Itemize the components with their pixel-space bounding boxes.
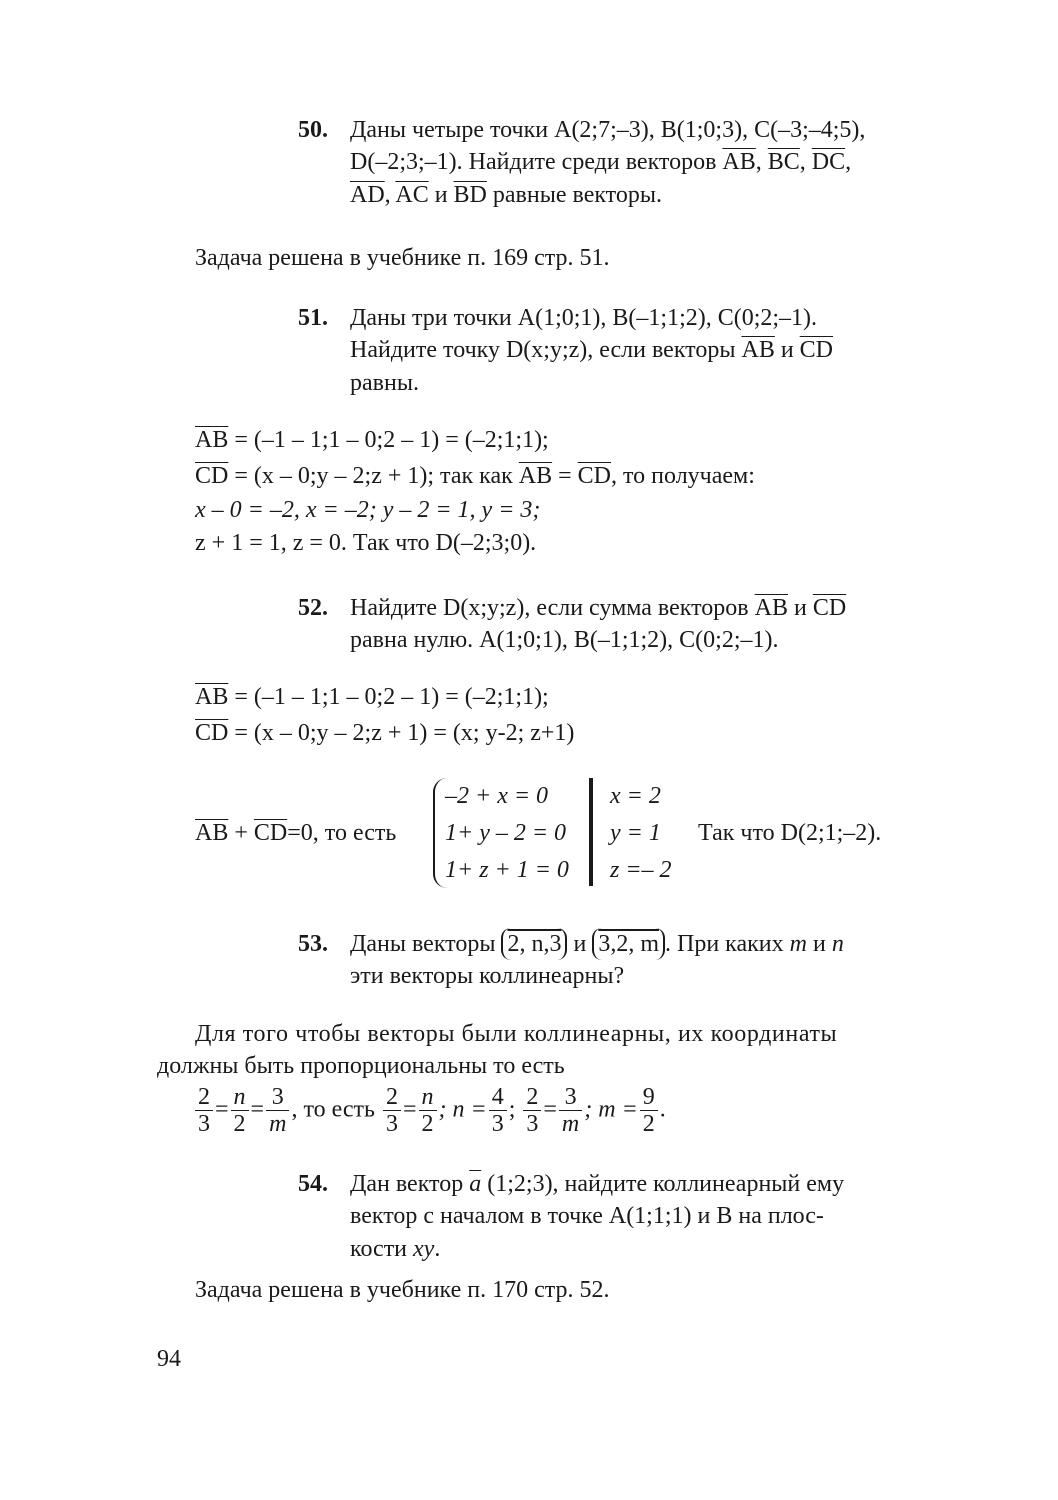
vector-1: 2, n,3 <box>501 928 567 960</box>
solution-note-50: Задача решена в учебнике п. 169 стр. 51. <box>195 245 610 271</box>
vector-cd: $\overline{CD}$ <box>799 337 834 364</box>
solution-52-line-1: $\overline{AB} = (-1$ – 1;1 – 0;2 – 1) = (–2;1;1); <box>195 684 549 710</box>
problem-number: 50. <box>298 117 328 143</box>
problem-52 <box>298 592 902 657</box>
vector-ab: $\overline{AB}$ <box>722 149 756 176</box>
vector-ac: $\overline{AC}$ <box>395 181 429 208</box>
problem-51 <box>298 302 902 399</box>
problem-number: 53. <box>298 931 328 957</box>
solution-51-line-2: $\overline{CD} = (x$ – 0;y – 2;z + 1); так как $\overline{AB} = \overline{CD}$, то получаем: <box>195 463 755 489</box>
vector-2: 3,2, m <box>592 928 665 960</box>
problem-54 <box>298 1168 902 1265</box>
solution-52-line-2: $\overline{CD} = (x$ – 0;y – 2;z + 1) = (x; y-2; z+1) <box>195 720 575 746</box>
problem-text: Даны четыре точки A(2;7;–3), B(1;0;3), C(–3;–4;5), D(–2;3;–1). Найдите среди векторов $\overline{AB}$, $\overline{BC}$, $\overline{DC}$, $\overline{AD}$, $\overline{AC}$ и $\overline{BD}$ равные векторы. <box>350 117 866 208</box>
solution-note-54: Задача решена в учебнике п. 170 стр. 52. <box>195 1277 610 1303</box>
vector-dc: $\overline{DC}$ <box>811 149 846 176</box>
solution-53-p2: должны быть пропорциональны то есть <box>157 1053 565 1079</box>
solution-52-sum: $\overline{AB} + \overline{CD}=0$, то есть <box>195 820 397 846</box>
problem-number: 52. <box>298 595 328 621</box>
problem-text: Найдите D(x;y;z), если сумма векторов $\overline{AB}$ и $\overline{CD}$ равна нулю. A(1;0;1), B(–1;1;2), C(0;2;–1). <box>350 595 847 654</box>
vector-cd: $\overline{CD}$ <box>812 595 847 621</box>
problem-text: Даны три точки A(1;0;1), B(–1;1;2), C(0;2;–1). Найдите точку D(x;y;z), если векторы $\overline{AB}$ и $\overline{CD}$ равны. <box>350 305 834 396</box>
problem-50 <box>298 114 902 211</box>
equation-system: –2 + x = 0 1+ y – 2 = 0 1+ z + 1 = 0 <box>433 778 615 888</box>
vector-bc: $\overline{BC}$ <box>767 149 800 176</box>
solution-51-line-1: $\overline{AB} = (-1$ – 1;1 – 0;2 – 1) = (–2;1;1); <box>195 427 549 453</box>
system-answers: x = 2 y = 1 z =– 2 <box>610 783 672 883</box>
vector-ab: $\overline{AB}$ <box>741 337 775 364</box>
page-number: 94 <box>157 1346 181 1372</box>
vector-a: $\overline{a}$ <box>469 1171 482 1197</box>
vector-ad: $\overline{AD}$ <box>350 181 385 208</box>
solution-53-fractions: $\frac{2}{3}$ = $\frac{n}{2}$ = $\frac{3}{m}$ , то есть $\frac{2}{3}$ = $\frac{n}{2}$ ; n = $\frac{4}{3}$ ; $\frac{2}{3}$ = $\frac{3}{m}$ ; m = $\frac{9}{2}$ . <box>193 1084 666 1138</box>
solution-52-conclusion: Так что D(2;1;–2). <box>698 820 882 846</box>
problem-number: 51. <box>298 305 328 331</box>
solution-51-line-4: z + 1 = 1, z = 0. Так что D(–2;3;0). <box>195 530 537 556</box>
problem-text: Даны векторы 2, n,3 и 3,2, m . При каких m и n эти векторы коллинеарны? <box>350 928 902 993</box>
vector-ab: $\overline{AB}$ <box>754 595 788 621</box>
problem-53 <box>298 928 902 993</box>
solution-53-p1: Для того чтобы векторы были коллинеарны, их координаты <box>195 1021 838 1047</box>
solution-51-line-3: x – 0 = –2, x = –2; y – 2 = 1, y = 3; <box>195 497 541 523</box>
divider-bar <box>589 778 593 886</box>
problem-text: Дан вектор $\overline{a}$ (1;2;3), найдите коллинеарный ему вектор с началом в точке A(1;1;1) и B на плос- кости xy. <box>350 1171 845 1262</box>
vector-bd: $\overline{BD}$ <box>453 181 487 208</box>
problem-number: 54. <box>298 1171 328 1197</box>
